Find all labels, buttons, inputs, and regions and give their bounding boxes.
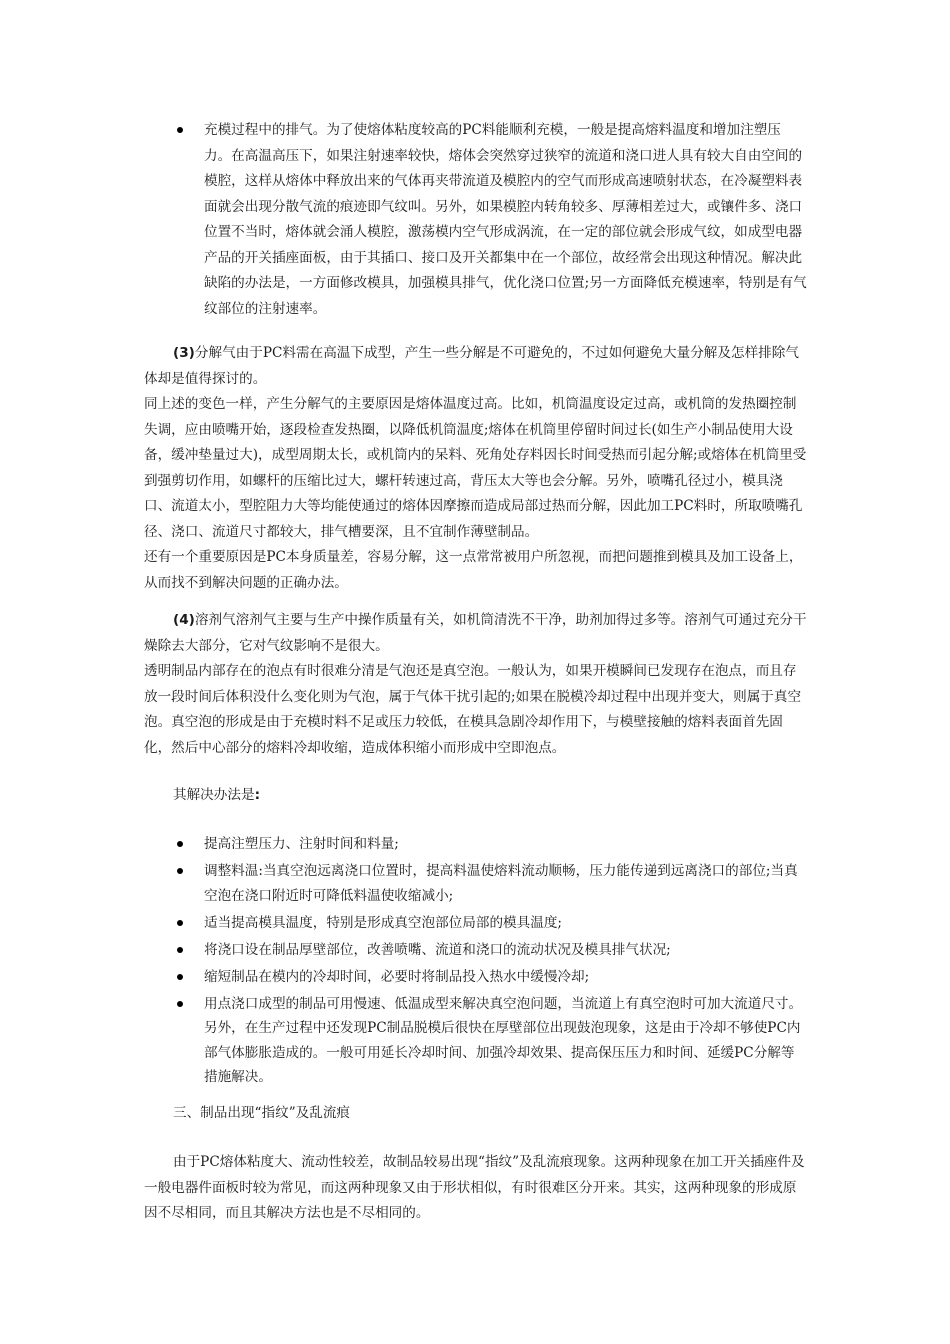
bullet-dot-icon: [177, 841, 183, 847]
list-item: [144, 992, 808, 1090]
list-item: [144, 118, 808, 322]
section-3-lead-text: 分解气由于PC料需在高温下成型，产生一些分解是不可避免的，不过如何避免大量分解及怎样排除气体却是值得探讨的。: [144, 345, 799, 387]
section-4-number: (4): [173, 612, 195, 628]
solution-heading-text: 其解决办法是: [173, 787, 255, 803]
list-item: [144, 911, 808, 936]
bullet-dot-icon: [177, 920, 183, 926]
solution-text: 适当提高模具温度，特别是形成真空泡部位局部的模具温度;: [204, 914, 563, 931]
solution-heading-colon: :: [254, 787, 260, 803]
section-4-lead: [144, 608, 808, 659]
section-3-paragraph-1: 同上述的变色一样，产生分解气的主要原因是熔体温度过高。比如，机筒温度设定过高，或机筒的发热圈控制失调，应由喷嘴开始，逐段检查发热圈，以降低机筒温度;熔体在机筒里停留时间过长(如生产小制品使用大设备，缓冲垫量过大)，成型周期太长，或机筒内的呆料、死角处存料因长时间受热而引起分解;或熔体在机筒里受到强剪切作用，如螺杆的压缩比过大，螺杆转速过高，背压太大等也会分解。另外，喷嘴孔径过小，模具浇口、流道太小，型腔阻力大等均能使通过的熔体因摩擦而造成局部过热而分解，因此加工PC料时，所取喷嘴孔径、浇口、流道尺寸都较大，排气槽要深，且不宜制作薄壁制品。: [144, 396, 807, 540]
chapter-3-intro: [144, 1150, 808, 1227]
exhaust-bullet-block: [144, 118, 808, 322]
list-item: [144, 938, 808, 963]
solution-text: 调整料温:当真空泡远离浇口位置时，提高料温使熔料流动顺畅，压力能传递到远离浇口的部位;当真空泡在浇口附近时可降低料温使收缩减小;: [204, 863, 798, 904]
list-item: [144, 859, 808, 908]
bullet-dot-icon: [177, 127, 183, 133]
bullet-dot-icon: [177, 947, 183, 953]
list-item: [144, 965, 808, 990]
section-4-lead-text: 溶剂气溶剂气主要与生产中操作质量有关，如机筒清洗不干净，助剂加得过多等。溶剂气可通过充分干燥除去大部分，它对气纹影响不是很大。: [144, 612, 807, 654]
solution-text: 缩短制品在模内的冷却时间，必要时将制品投入热水中缓慢冷却;: [204, 968, 590, 985]
solution-text: 用点浇口成型的制品可用慢速、低温成型来解决真空泡问题，当流道上有真空泡时可加大流道尺寸。另外，在生产过程中还发现PC制品脱模后很快在厚壁部位出现鼓泡现象，这是由于冷却不够使PC内部气体膨胀造成的。一般可用延长冷却时间、加强冷却效果、提高保压压力和时间、延缓PC分解等措施解决。: [204, 995, 803, 1085]
section-3: [144, 341, 808, 596]
section-4-paragraph-1: 透明制品内部存在的泡点有时很难分清是气泡还是真空泡。一般认为，如果开模瞬间已发现存在泡点，而且存放一段时间后体积没什么变化则为气泡，属于气体干扰引起的;如果在脱模冷却过程中出现并变大，则属于真空泡。真空泡的形成是由于充模时料不足或压力较低，在模具急剧冷却作用下，与模壁接触的熔料表面首先固化，然后中心部分的熔料冷却收缩，造成体积缩小而形成中空即泡点。: [144, 663, 802, 756]
solution-text: 提高注塑压力、注射时间和料量;: [204, 836, 399, 852]
chapter-3-intro-text: 由于PC熔体粘度大、流动性较差，故制品较易出现“指纹”及乱流痕现象。这两种现象在加工开关插座件及一般电器件面板时较为常见，而这两种现象又由于形状相似，有时很难区分开来。其实，这两种现象的形成原因不尽相同，而且其解决方法也是不尽相同的。: [144, 1154, 805, 1221]
section-3-number: (3): [173, 345, 195, 361]
list-item: [144, 832, 808, 857]
section-3-lead: [144, 341, 808, 392]
bullet-dot-icon: [177, 868, 183, 874]
section-4: [144, 608, 808, 761]
bullet-dot-icon: [177, 1001, 183, 1007]
exhaust-bullet-text: 充模过程中的排气。为了使熔体粘度较高的PC料能顺利充模，一般是提高熔料温度和增加注塑压力。在高温高压下，如果注射速率较快，熔体会突然穿过狭窄的流道和浇口进人具有较大自由空间的模腔，这样从熔体中释放出来的气体再夹带流道及模腔内的空气而形成高速喷射状态，在冷凝塑料表面就会出现分散气流的痕迹即气纹叫。另外，如果模腔内转角较多、厚薄相差过大，或镶件多、浇口位置不当时，熔体就会涌人模腔，激荡模内空气形成涡流，在一定的部位就会形成气纹，如成型电器产品的开关插座面板，由于其插口、接口及开关都集中在一个部位，故经常会出现这种情况。解决此缺陷的办法是，一方面修改模具，加强模具排气，优化浇口位置;另一方面降低充模速率，特别是有气纹部位的注射速率。: [204, 122, 807, 317]
solution-heading: [144, 783, 808, 809]
chapter-3-title-text: 三、制品出现“指纹”及乱流痕: [173, 1105, 351, 1121]
solution-text: 将浇口设在制品厚壁部位，改善喷嘴、流道和浇口的流动状况及模具排气状况;: [204, 941, 671, 958]
section-3-paragraph-2: 还有一个重要原因是PC本身质量差，容易分解，这一点常常被用户所忽视，而把问题推到模具及加工设备上，从而找不到解决问题的正确办法。: [144, 549, 803, 591]
solutions-list: [144, 832, 808, 1090]
bullet-dot-icon: [177, 974, 183, 980]
chapter-3-title: [144, 1101, 808, 1127]
